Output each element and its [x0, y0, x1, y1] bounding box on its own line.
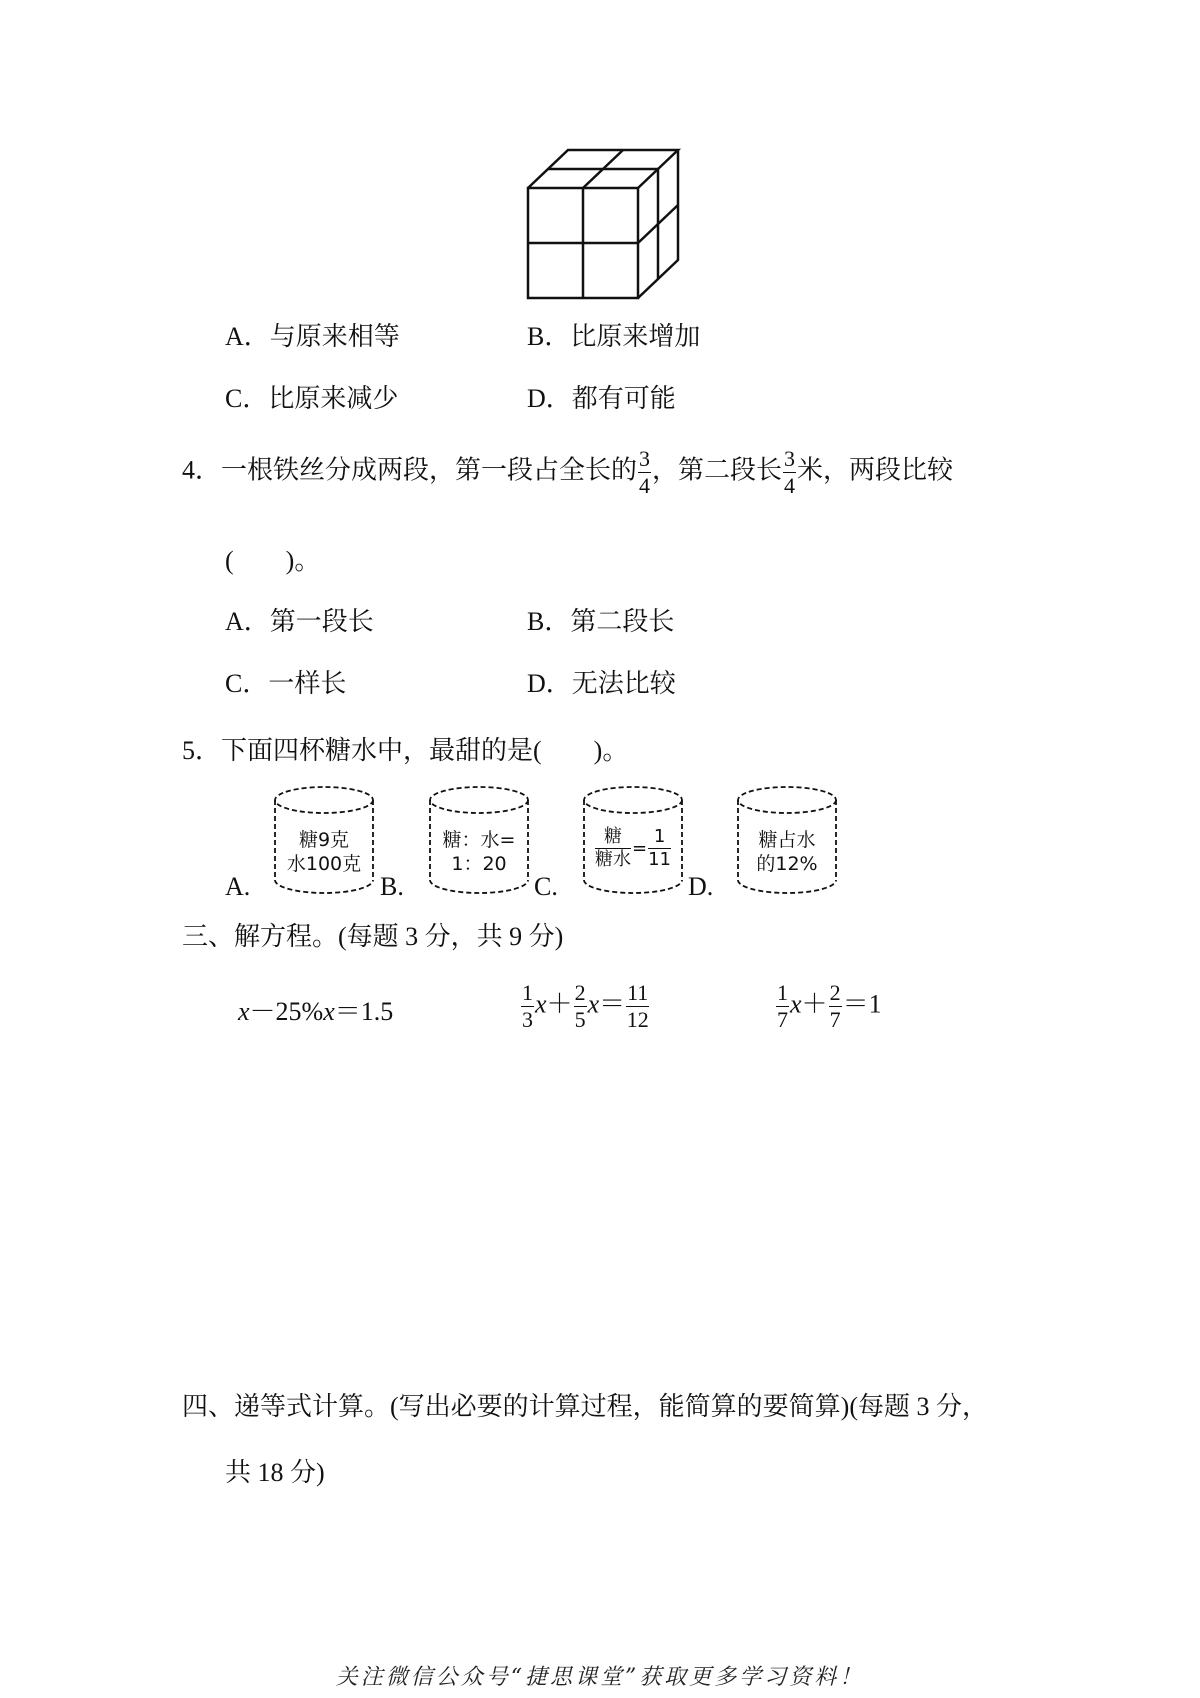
- q5-label-d: D.: [688, 872, 714, 901]
- fraction: $\frac{2}{5}$: [574, 980, 586, 1032]
- q3-option-a: A．与原来相等: [225, 322, 400, 351]
- q5-label-b: B.: [380, 872, 404, 901]
- q4-question: 4．一根铁丝分成两段，第一段占全长的 $\frac{3}{4}$ ，第二段长 $\frac{3}{4}$ 米，两段比较: [182, 446, 954, 498]
- q4-option-c: C．一样长: [225, 669, 347, 698]
- fraction: $\frac{1}{3}$: [522, 980, 533, 1032]
- q4-option-a: A．第一段长: [225, 607, 374, 636]
- cup-d-line2: 的12%: [756, 853, 818, 875]
- equation-2: $\frac{1}{3}$ x＋ $\frac{2}{5}$ x＝ $\frac{11}{12}$: [522, 980, 649, 1032]
- fraction: $\frac{3}{4}$: [784, 446, 796, 498]
- q5-question: 5．下面四杯糖水中，最甜的是( )。: [182, 736, 629, 765]
- q4-answer-blank: ( )。: [225, 546, 321, 575]
- cup-b: [427, 784, 531, 896]
- cup-a: [272, 784, 376, 896]
- cup-d: [735, 784, 839, 896]
- cup-a-line1: 糖9克: [298, 829, 350, 851]
- q5-label-a: A.: [225, 872, 251, 901]
- fraction: $\frac{2}{7}$: [829, 980, 841, 1032]
- section-3-title: 三、解方程。(每题 3 分，共 9 分): [182, 922, 564, 951]
- q5-label-c: C.: [534, 872, 558, 901]
- q3-option-d: D．都有可能: [527, 384, 676, 413]
- section-4-title: 四、递等式计算。(写出必要的计算过程，能简算的要简算)(每题 3 分，: [182, 1392, 988, 1421]
- q4-option-b: B．第二段长: [527, 607, 675, 636]
- fraction: $\frac{1}{7}$: [777, 980, 788, 1032]
- equation-3: $\frac{1}{7}$ x＋ $\frac{2}{7}$ ＝1: [777, 980, 882, 1032]
- fraction: $\frac{3}{4}$: [639, 446, 651, 498]
- cup-d-line1: 糖占水: [758, 829, 816, 851]
- q4-option-d: D．无法比较: [527, 669, 676, 698]
- equation-1: x－25%x＝1.5: [238, 997, 394, 1026]
- footer-note: 关注微信公众号“捷思课堂”获取更多学习资料！: [335, 1665, 865, 1690]
- cup-c: [581, 784, 685, 896]
- cup-c-ratio: $\frac{\text{糖}}{\text{糖水}}$ = $\frac{1}{11}$: [595, 826, 671, 870]
- cup-b-line1: 糖：水=: [442, 829, 516, 851]
- fraction: $\frac{11}{12}$: [626, 980, 649, 1032]
- cup-a-line2: 水100克: [286, 853, 362, 875]
- q3-option-c: C．比原来减少: [225, 384, 399, 413]
- cube-figure: [520, 140, 690, 310]
- section-4-title-cont: 共 18 分): [225, 1458, 325, 1487]
- cup-b-line2: 1：20: [451, 853, 507, 875]
- q3-option-b: B．比原来增加: [527, 322, 701, 351]
